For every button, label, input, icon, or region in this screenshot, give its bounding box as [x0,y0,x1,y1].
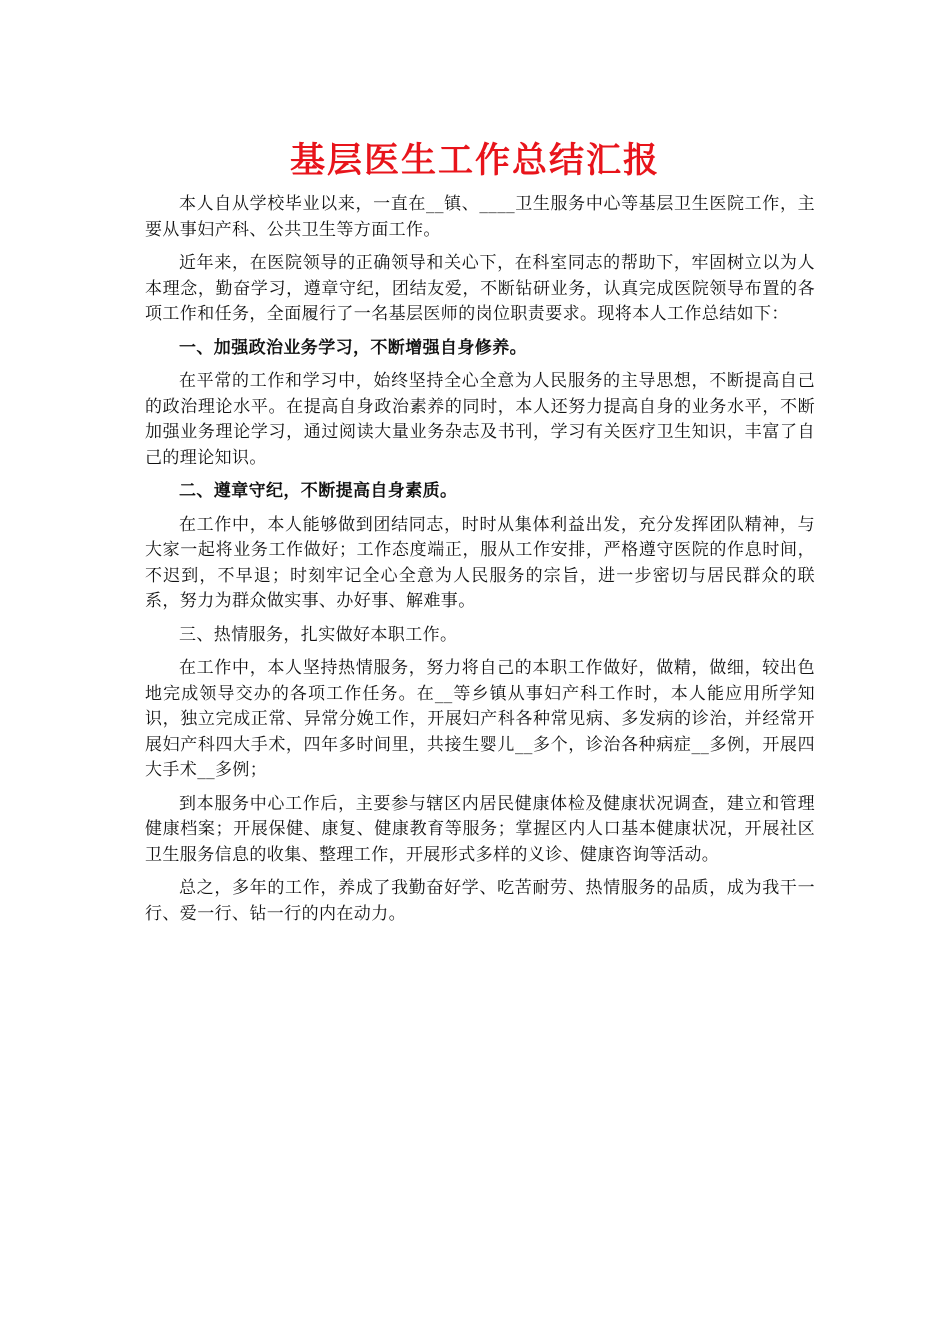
section-heading-3: 三、热情服务，扎实做好本职工作。 [179,624,458,645]
document-body [145,192,815,935]
document-title: 基层医生工作总结汇报 [289,140,660,181]
section-heading-2: 二、遵章守纪，不断提高自身素质。 [179,481,458,501]
intro-paragraph: 本人自从学校毕业以来，一直在__镇、____卫生服务中心等基层卫生医院工作，主要从事妇产科、公共卫生等方面工作。 [145,194,815,240]
overview-paragraph: 近年来，在医院领导的正确领导和关心下，在科室同志的帮助下，牢固树立以为人本理念，勤奋学习，遵章守纪，团结友爱，不断钻研业务，认真完成医院领导布置的各项工作和任务，全面履行了一名基层医师的岗位职责要求。现将本人工作总结如下： [145,253,815,324]
section-1-paragraph: 在平常的工作和学习中，始终坚持全心全意为人民服务的主导思想，不断提高自己的政治理论水平。在提高自身政治素养的同时，本人还努力提高自身的业务水平，不断加强业务理论学习，通过阅读大量业务杂志及书刊，学习有关医疗卫生知识，丰富了自己的理论知识。 [145,371,815,468]
section-heading-1: 一、加强政治业务学习，不断增强自身修养。 [179,337,527,358]
conclusion-paragraph: 总之，多年的工作，养成了我勤奋好学、吃苦耐劳、热情服务的品质，成为我干一行、爱一行、钻一行的内在动力。 [145,878,815,924]
section-2-paragraph: 在工作中，本人能够做到团结同志，时时从集体利益出发，充分发挥团队精神，与大家一起将业务工作做好；工作态度端正，服从工作安排，严格遵守医院的作息时间，不迟到，不早退；时刻牢记全心全意为人民服务的宗旨，进一步密切与居民群众的联系，努力为群众做实事、办好事、解难事。 [145,514,815,611]
section-3-paragraph: 在工作中，本人坚持热情服务，努力将自己的本职工作做好，做精，做细，较出色地完成领导交办的各项工作任务。在__等乡镇从事妇产科工作时，本人能应用所学知识，独立完成正常、异常分娩工作，开展妇产科各种常见病、多发病的诊治，并经常开展妇产科四大手术，四年多时间里，共接生婴儿__多个，诊治各种病症__多例，开展四大手术__多例； [145,658,815,780]
section-3-paragraph-2: 到本服务中心工作后，主要参与辖区内居民健康体检及健康状况调查，建立和管理健康档案；开展保健、康复、健康教育等服务；掌握区内人口基本健康状况，开展社区卫生服务信息的收集、整理工作，开展形式多样的义诊、健康咨询等活动。 [145,793,815,865]
